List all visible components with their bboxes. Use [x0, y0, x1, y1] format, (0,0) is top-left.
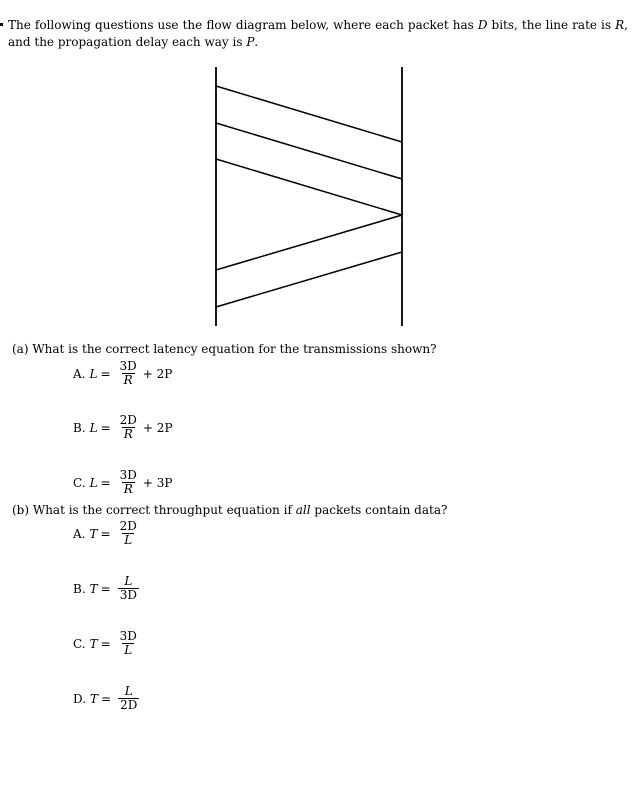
intro-paragraph: The following questions use the flow diagram below, where each packet has D bits, the line rate is R, and the propagation delay each way is P. [8, 18, 628, 49]
question-a-option-b[interactable]: B. L = $\frac{2D}{R}$ + 2P [73, 413, 173, 441]
packet-line-3 [216, 159, 402, 215]
question-a-option-c[interactable]: C. L = $\frac{3D}{R}$ + 3P [73, 468, 173, 496]
question-a-option-a[interactable]: A. L = $\frac{3D}{R}$ + 2P [73, 359, 173, 387]
reply-line-1 [216, 215, 402, 270]
packet-line-2 [216, 123, 402, 179]
question-b-option-a[interactable]: A. T = $\frac{2D}{L}$ [73, 519, 137, 547]
question-a-text: (a) What is the correct latency equation for the transmissions shown? [12, 342, 437, 356]
question-b-text: (b) What is the correct throughput equation if all packets contain data? [12, 503, 448, 517]
packet-line-1 [216, 86, 402, 142]
question-b-option-b[interactable]: B. T = $\frac{L}{3D}$ [73, 574, 137, 602]
question-b-option-c[interactable]: C. T = $\frac{3D}{L}$ [73, 629, 137, 657]
question-b-option-d[interactable]: D. T = $\frac{L}{2D}$ [73, 684, 138, 712]
reply-line-2 [216, 252, 402, 307]
